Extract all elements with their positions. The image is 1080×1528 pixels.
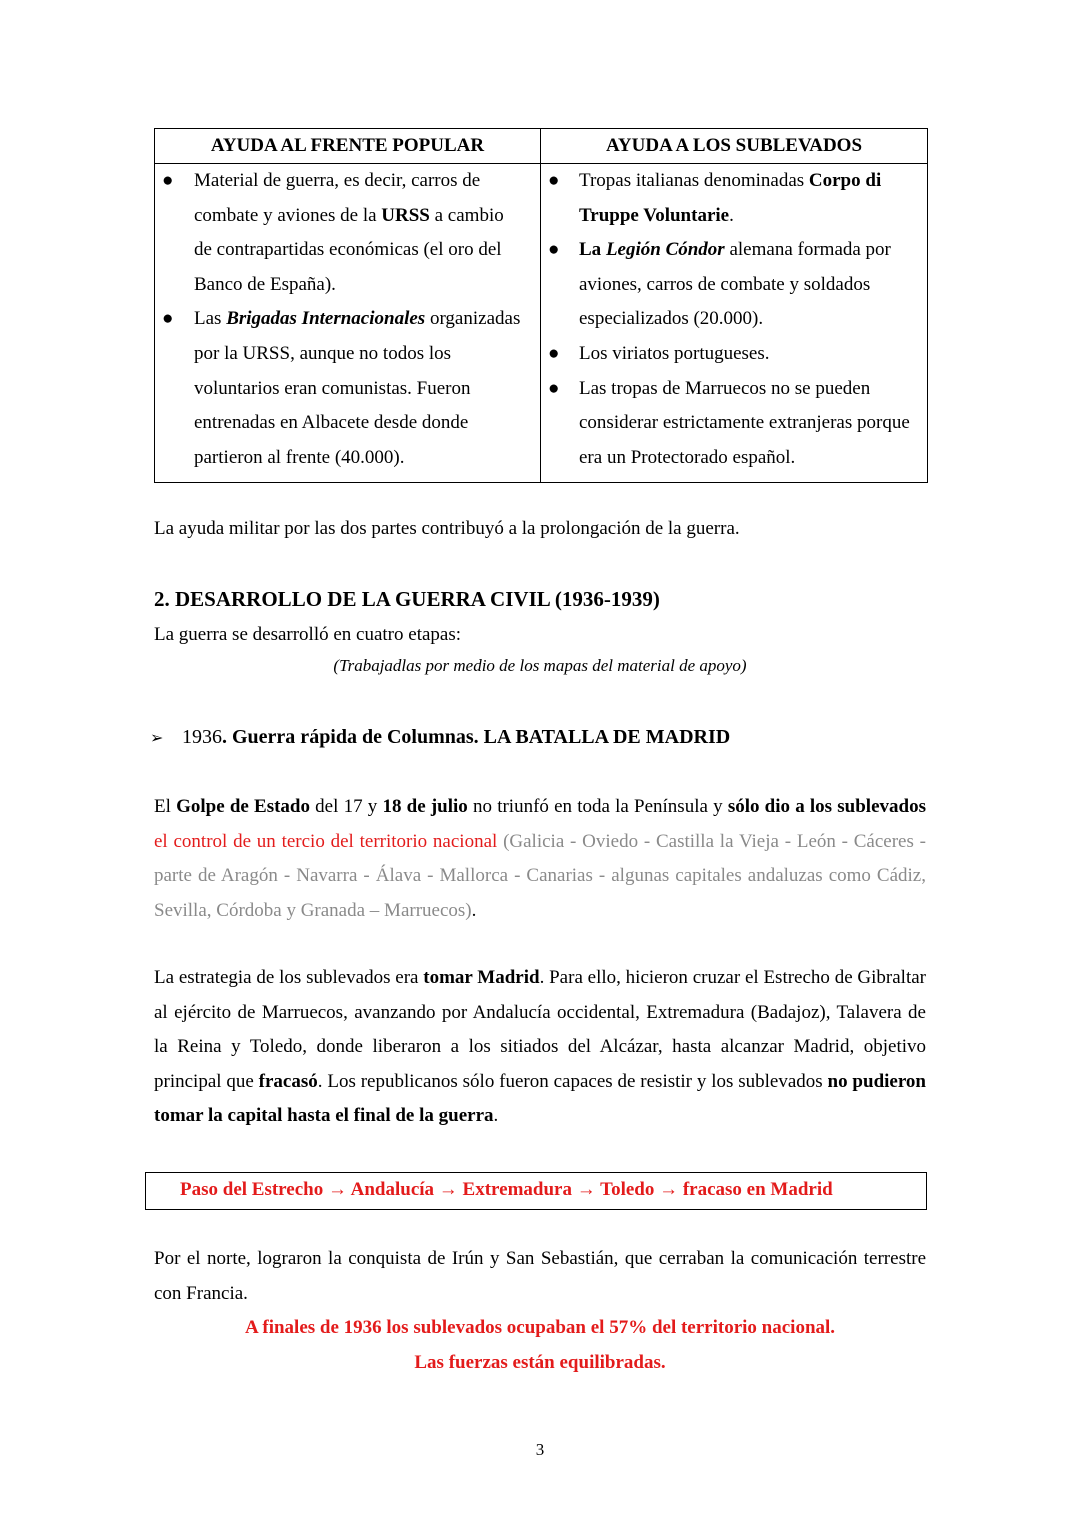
list-item: ● Tropas italianas denominadas Corpo di Truppe Voluntarie. [541, 164, 927, 233]
bullet-icon: ● [548, 170, 560, 191]
right-column-header: AYUDA A LOS SUBLEVADOS [541, 129, 928, 164]
military-aid-paragraph: La ayuda militar por las dos partes contribuyó a la prolongación de la guerra. [154, 518, 740, 539]
section-note: (Trabajadlas por medio de los mapas del material de apoyo) [333, 656, 747, 675]
list-item: ● Material de guerra, es decir, carros de combate y aviones de la URSS a cambio de contrapartidas económicas (el oro del Banco de España). [155, 164, 540, 302]
page-number: 3 [535, 1440, 545, 1459]
route-summary-box: Paso del Estrecho → Andalucía → Extremadura → Toledo → fracaso en Madrid [145, 1172, 927, 1210]
section-intro: La guerra se desarrolló en cuatro etapas: [154, 624, 462, 645]
right-column-cell [541, 164, 928, 483]
paragraph-coup: El Golpe de Estado del 17 y 18 de julio no triunfó en toda la Península y sólo dio a los sublevados el control de un tercio del territorio nacional (Galicia - Oviedo - Castilla la Vieja - León - Cáceres - parte de Aragón - Navarra - Álava - Mallorca - Canarias - algunas capitales andaluzas como Cádiz, Sevilla, Córdoba y Granada – Marruecos). [154, 796, 926, 921]
bullet-icon: ● [548, 239, 560, 261]
bullet-icon: ● [162, 170, 174, 191]
left-column-header: AYUDA AL FRENTE POPULAR [155, 129, 541, 164]
bullet-icon: ● [548, 342, 560, 364]
paragraph-north: Por el norte, lograron la conquista de Irún y San Sebastián, que cerraban la comunicación terrestre con Francia. [154, 1248, 926, 1304]
list-item: ● La Legión Cóndor alemana formada por aviones, carros de combate y soldados especializados (20.000). [541, 233, 927, 337]
foreign-aid-table [154, 128, 928, 483]
list-item: ● Las Brigadas Internacionales organizadas por la URSS, aunque no todos los voluntarios eran comunistas. Fueron entrenadas en Albacete desde donde partieron al frente (40.000). [155, 302, 540, 475]
conclusion-line-2: Las fuerzas están equilibradas. [414, 1352, 666, 1373]
section-heading: 2. DESARROLLO DE LA GUERRA CIVIL (1936-1939) [154, 587, 660, 611]
arrow-bullet-icon: ➢ [150, 728, 164, 747]
left-column-cell [155, 164, 541, 483]
paragraph-strategy: La estrategia de los sublevados era tomar Madrid. Para ello, hicieron cruzar el Estrecho de Gibraltar al ejército de Marruecos, avanzando por Andalucía occidental, Extremadura (Badajoz), Talavera de la Reina y Toledo, donde liberaron a los sitiados del Alcázar, hasta alcanzar Madrid, objetivo principal que fracasó. Los republicanos sólo fueron capaces de resistir y los sublevados no pudieron tomar la capital hasta el final de la guerra. [154, 967, 927, 1126]
list-item: ● Las tropas de Marruecos no se pueden considerar estrictamente extranjeras porque era un Protectorado español. [541, 372, 927, 476]
bullet-icon: ● [548, 377, 560, 399]
bullet-icon: ● [162, 308, 174, 330]
subsection-heading: ➢ 1936. Guerra rápida de Columnas. LA BATALLA DE MADRID [150, 723, 730, 751]
list-item: ● Los viriatos portugueses. [541, 337, 927, 372]
conclusion-line-1: A finales de 1936 los sublevados ocupaban el 57% del territorio nacional. [244, 1317, 836, 1338]
